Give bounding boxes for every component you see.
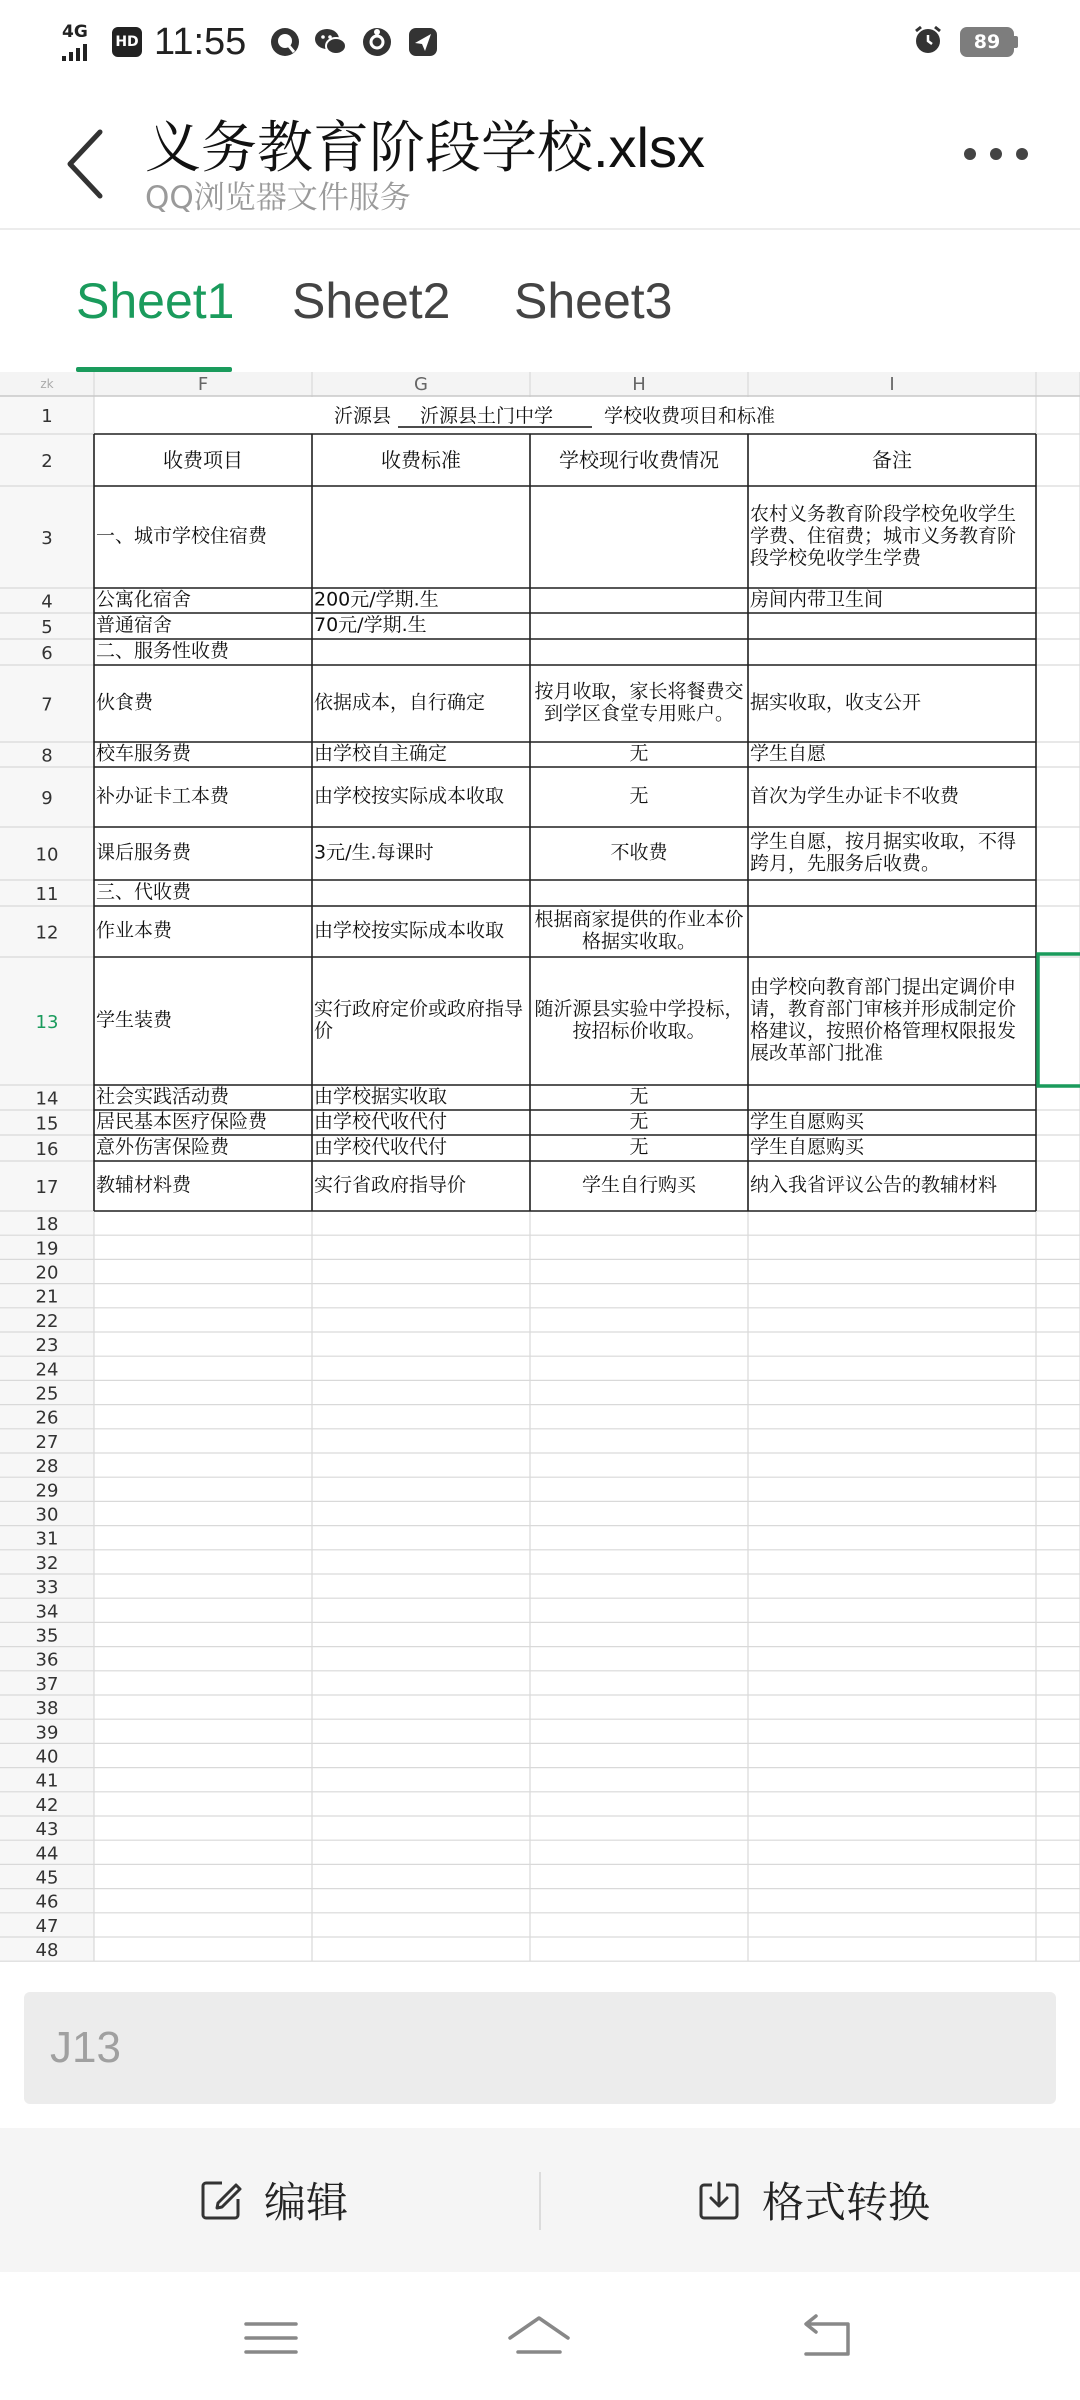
row-number: 40: [35, 1746, 59, 1768]
page-title: 义务教育阶段学校.xlsx: [145, 116, 705, 179]
table-cell: 依据成本，自行确定: [314, 691, 486, 714]
table-cell: 教辅材料费: [96, 1174, 192, 1196]
column-header-h: H: [632, 374, 646, 395]
table-cell: 学生自愿购买: [750, 1110, 865, 1133]
row-number: 47: [35, 1915, 59, 1937]
row-number: 42: [35, 1794, 59, 1816]
table-cell: 无: [629, 785, 649, 807]
row-number: 32: [35, 1552, 59, 1574]
table-cell: 学生自行购买: [581, 1174, 697, 1196]
table-cell: 首次为学生办证卡不收费: [750, 785, 960, 807]
format-convert-label: 格式转换: [762, 2178, 931, 2227]
title-county: 沂源县: [334, 405, 392, 427]
cell-reference-bar[interactable]: [24, 1992, 1056, 2104]
page-subtitle: QQ浏览器文件服务: [145, 180, 411, 216]
table-cell: 无: [629, 742, 649, 765]
home-icon: [504, 2308, 574, 2368]
table-cell: 意外伤害保险费: [96, 1136, 230, 1158]
table-cell: 由学校代收代付: [314, 1136, 448, 1158]
title-school: 沂源县土门中学: [420, 405, 554, 427]
more-options-button[interactable]: [964, 148, 1028, 160]
table-cell: 社会实践活动费: [96, 1085, 230, 1108]
edit-button[interactable]: [198, 2128, 348, 2272]
spreadsheet-grid[interactable]: [0, 372, 1080, 1966]
table-cell: 普通宿舍: [96, 614, 173, 636]
back-nav-button[interactable]: [790, 2308, 860, 2368]
tab-sheet1[interactable]: Sheet1: [76, 273, 235, 329]
table-cell: 根据商家提供的作业本价格据实收取。: [534, 908, 744, 953]
status-bar: [0, 0, 1080, 84]
cell-reference: J13: [50, 2023, 121, 2072]
sheet-canvas[interactable]: [0, 372, 1080, 1966]
chevron-left-icon: [60, 124, 110, 204]
table-cell: 200元/学期.生: [314, 588, 439, 611]
row-number: 9: [41, 788, 53, 809]
toolbar-divider: [539, 2172, 541, 2230]
table-cell: 由学校按实际成本收取: [314, 919, 505, 942]
table-cell: 课后服务费: [96, 841, 192, 864]
table-cell: 补办证卡工本费: [96, 785, 230, 807]
send-icon: [406, 25, 440, 59]
table-cell: 一、城市学校住宿费: [96, 525, 268, 547]
row-number: 43: [35, 1819, 59, 1841]
table-cell: 由学校按实际成本收取: [314, 785, 505, 807]
menu-icon: [236, 2308, 306, 2368]
download-icon: [696, 2177, 742, 2223]
column-header-band: [0, 372, 1080, 396]
row-number: 18: [35, 1214, 59, 1236]
row-number: 13: [35, 1012, 59, 1033]
row-number: 20: [35, 1262, 59, 1284]
row-number: 11: [35, 884, 59, 905]
row-number: 39: [35, 1722, 59, 1744]
row-number: 36: [35, 1649, 59, 1671]
row-number: 30: [35, 1504, 59, 1526]
table-header: 收费项目: [163, 448, 243, 472]
row-number: 41: [35, 1770, 59, 1792]
table-cell: 作业本费: [96, 919, 173, 942]
row-number: 5: [41, 617, 53, 638]
row-number: 29: [35, 1480, 59, 1502]
dot-icon: [1016, 148, 1028, 160]
table-cell: 实行政府定价或政府指导价: [314, 998, 524, 1042]
table-header: 学校现行收费情况: [559, 448, 719, 472]
battery-indicator: [960, 27, 1018, 57]
row-number: 48: [35, 1940, 59, 1962]
row-number: 2: [41, 451, 53, 472]
table-cell: 由学校据实收取: [314, 1085, 448, 1108]
selected-cell[interactable]: [1038, 954, 1080, 1086]
table-cell: 随沂源县实验中学投标，按招标价收取。: [534, 998, 744, 1042]
dot-icon: [964, 148, 976, 160]
table-cell: 无: [629, 1136, 649, 1158]
corner-cell: zk: [40, 377, 54, 391]
table-cell: 居民基本医疗保险费: [96, 1110, 268, 1133]
system-nav-bar: [0, 2272, 1080, 2400]
wechat-icon: [314, 25, 348, 59]
row-number: 22: [35, 1310, 59, 1332]
table-cell: 房间内带卫生间: [750, 588, 884, 611]
title-suffix: 学校收费项目和标准: [604, 405, 776, 427]
menu-button[interactable]: [236, 2308, 306, 2368]
table-cell: 农村义务教育阶段学校免收学生学费、住宿费；城市义务教育阶段学校免收学生学费: [750, 503, 1017, 569]
table-cell: 校车服务费: [96, 742, 192, 765]
clock: 11:55: [154, 20, 247, 63]
row-number: 1: [41, 406, 53, 427]
table-cell: 学生装费: [96, 1009, 173, 1031]
row-number: 34: [35, 1601, 59, 1623]
row-number: 38: [35, 1698, 59, 1720]
column-header-i: I: [889, 374, 895, 395]
bottom-toolbar: [0, 2128, 1080, 2272]
qq-icon: [268, 25, 302, 59]
row-number: 27: [35, 1431, 59, 1453]
table-cell: 由学校代收代付: [314, 1110, 448, 1133]
column-header-f: F: [197, 374, 209, 395]
table-cell: 3元/生.每课时: [314, 841, 434, 864]
row-number: 16: [35, 1139, 59, 1160]
tab-sheet2[interactable]: Sheet2: [292, 273, 451, 329]
table-cell: 学生自愿，按月据实收取，不得跨月，先服务后收费。: [750, 830, 1017, 875]
battery-level: 89: [960, 27, 1014, 57]
format-convert-button[interactable]: [696, 2128, 930, 2272]
row-number: 10: [35, 844, 59, 866]
row-number: 12: [35, 922, 59, 944]
table-cell: 公寓化宿舍: [96, 588, 192, 611]
table-cell: 由学校自主确定: [314, 742, 448, 765]
row-number: 21: [35, 1286, 59, 1308]
table-cell: 伙食费: [96, 691, 154, 714]
table-cell: 纳入我省评议公告的教辅材料: [750, 1174, 998, 1196]
back-button[interactable]: [60, 124, 110, 204]
swirl-app-icon: [360, 25, 394, 59]
row-number: 24: [35, 1359, 59, 1381]
table-header: 收费标准: [381, 448, 461, 472]
alarm-icon: [912, 24, 944, 60]
row-number: 15: [35, 1113, 59, 1135]
table-header: 备注: [872, 448, 912, 472]
row-number: 31: [35, 1528, 59, 1550]
table-cell: 学生自愿: [750, 742, 827, 765]
table-cell: 据实收取，收支公开: [750, 691, 922, 714]
row-number: 37: [35, 1673, 59, 1695]
table-cell: 学生自愿购买: [750, 1136, 865, 1158]
dot-icon: [990, 148, 1002, 160]
row-number: 8: [41, 745, 53, 767]
table-cell: 无: [629, 1110, 649, 1133]
edit-icon: [198, 2177, 244, 2223]
row-number: 4: [41, 591, 53, 613]
signal-icon: [62, 43, 87, 61]
row-number: 45: [35, 1867, 59, 1889]
row-number: 17: [35, 1177, 59, 1198]
row-number: 6: [41, 643, 53, 664]
column-header-g: G: [414, 374, 428, 395]
hd-badge: HD: [112, 27, 142, 57]
row-number: 14: [35, 1088, 59, 1110]
app-header: [0, 84, 1080, 230]
table-cell: 70元/学期.生: [314, 614, 427, 636]
network-indicator: [62, 21, 104, 61]
status-left: [62, 20, 452, 64]
table-cell: 二、服务性收费: [96, 640, 230, 662]
edit-label: 编辑: [264, 2178, 349, 2227]
tab-sheet3[interactable]: Sheet3: [514, 273, 673, 329]
back-nav-icon: [790, 2308, 860, 2368]
table-cell: 按月收取，家长将餐费交到学区食堂专用账户。: [534, 680, 744, 725]
network-type: 4G: [62, 21, 88, 42]
home-button[interactable]: [504, 2308, 574, 2368]
row-number: 33: [35, 1577, 59, 1599]
table-cell: 实行省政府指导价: [314, 1174, 467, 1196]
status-right: [912, 24, 1018, 60]
row-number: 35: [35, 1625, 59, 1647]
table-cell: 不收费: [610, 841, 668, 864]
row-number: 28: [35, 1456, 59, 1478]
row-number: 26: [35, 1407, 59, 1429]
table-cell: 无: [629, 1085, 649, 1108]
table-cell: 三、代收费: [96, 881, 192, 903]
table-cell: 由学校向教育部门提出定调价申请，教育部门审核并形成制定价格建议，按照价格管理权限报发展改革部门批准: [750, 976, 1017, 1064]
row-number: 3: [41, 528, 53, 549]
row-number: 46: [35, 1891, 59, 1913]
row-number: 44: [35, 1843, 59, 1865]
row-number: 25: [35, 1383, 59, 1405]
sheet-tabs: [0, 230, 1080, 372]
row-number: 19: [35, 1238, 59, 1260]
row-number: 23: [35, 1335, 59, 1357]
row-number: 7: [41, 694, 53, 716]
